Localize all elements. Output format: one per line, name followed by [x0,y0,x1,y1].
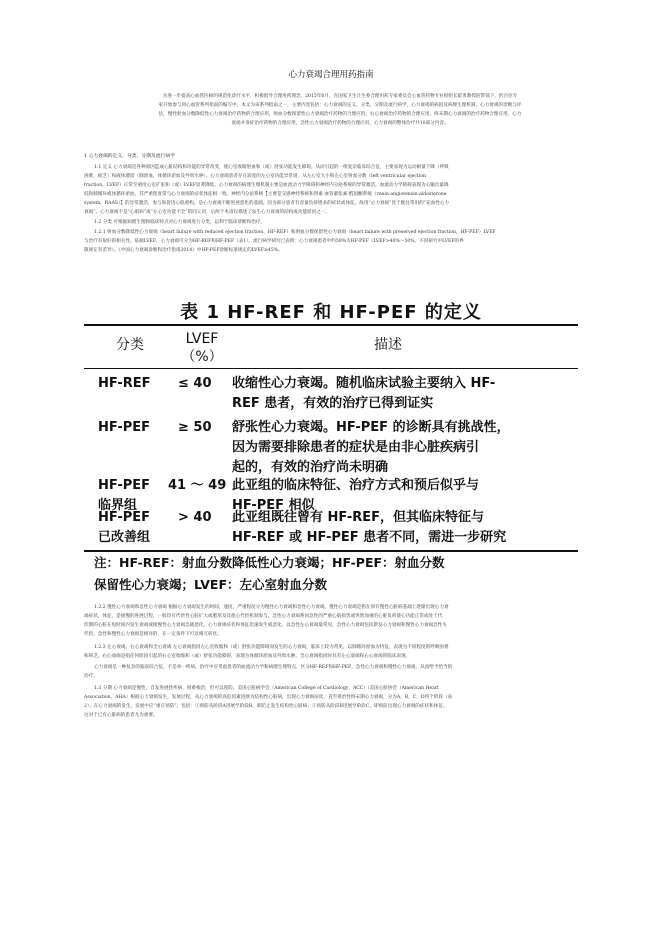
table-cell: 起的，有效的治疗尚未明确 [232,460,389,475]
table-row-1-type [98,374,151,394]
text-line: 衰竭并发症治疗药物的合理应用，急性心力衰竭治疗药物的合理应用，心力衰竭的整体治疗共10部分内容。 [231,121,449,126]
table-cell: 此亚组既往曾有 HF-REF，但其临床特征与 [232,510,485,525]
text-line: 1.2.2 慢性心力衰竭和急性心力衰竭 根据心力衰竭发生的时间，速度，严重程度分为慢性心力衰竭和急性心力衰竭。慢性心力衰竭是指在原有慢性心脏病基础上逐渐出现心力衰 [94,605,449,610]
text-line: 代偿。急性和慢性心力衰竭是相对的，在一定条件下可以相互转化。 [84,632,222,637]
text-line: 限规定有差异）。《中国心力衰竭诊断和治疗指南2014》中HF-PEF诊断标准规定的LVEF≥45%。 [84,248,283,253]
table-row-2-type [98,418,150,438]
text-line: 估，慢性射血分数降低性心力衰竭治疗药物的合理应用，射血分数保留性心力衰竭治疗药物的合理应用，右心衰竭治疗药物的合理应用，终末期心力衰竭的治疗药物合理应用，心力 [158,112,522,117]
paragraph-1-2 [84,218,596,227]
table-row-1-lvef: ≤ 40 [178,376,212,391]
table-row-2-desc [232,418,576,478]
table-note [94,552,574,596]
table-header-rule [84,368,578,369]
table-row-4-lvef: > 40 [178,510,212,525]
text-line: 1.3 分期 心力衰竭是慢性，自发进展性疾病，很难根治，但可以预防。美国心脏病学会（American College of Cardiology，ACC）/美国心脏协会（American Heart [94,686,439,691]
table-header-type: 分类 [116,337,144,353]
paragraph-1-2-4 [84,663,596,681]
text-line: 和咳乏。右心衰竭是指任何原因引起的右心室收缩和（或）舒张功能障碍，表现为体循环淤血及外周水肿。全心衰竭指同时具有左心衰竭和右心衰竭的临床表现。 [84,654,411,659]
text-line: 这对于已有心脏病的患者尤为重要。 [84,713,158,718]
text-line: 1.2 分类 可根据病理生理和临床特点对心力衰竭进行分类，以利于临床诊断和治疗。 [94,220,266,225]
table-header-desc: 描述 [374,337,402,353]
table-cell: HF-REF [98,376,151,391]
text-line: 为进一步提高心血管医师的规范化诊疗水平，积极倡导合理用药理念，2015年6月，在国家卫生计生委合理用药专家委员会心血管药物专业组组长霍勇教授的带领下，约百位专 [162,94,518,99]
table-cell: HF-PEF [98,510,151,525]
table-cell: 此亚组的临床特征、治疗方式和预后似乎与 [232,478,480,493]
text-line: 与治疗有很好的相关性。依据LVEF，心力衰竭可分为HF-REF和HF-PEF（表1）。流行病学研究已表明：心力衰竭患者中约50%为HF-PEF（LVEF>40%～50%，不同研究中LVEF的界 [84,239,464,244]
table-row-4-desc [232,508,576,548]
table-row-4-type [98,508,150,548]
text-line: fraction，LVEF）正常至重度心室扩张和（或）LVEF显著降低。心力衰竭的病理生理机制主要是血流动力学障碍和神经内分泌系统的异常激活。血流动力学障碍表现为心输出量降 [84,183,449,188]
text-line: 竭症状，体征，是缓慢的进展过程，一般均有代偿性心脏扩大或肥厚及其他心代偿机制参与。急性心力衰竭系因急性的严重心肌损害或突然加重的心脏负荷使心功能正常或处于代 [84,614,443,619]
text-line: 衰竭”。心力衰竭不是“心肌病”或“左心室功能不全”的同义词，后两个术语仅描述了发生心力衰竭的结构或功能原因之一。 [84,210,331,215]
paragraph-1-2-2 [84,603,596,639]
table-top-rule [84,324,578,326]
table-cell: 收缩性心力衰竭。随机临床试验主要纳入 HF- [232,376,496,391]
document-title: 心力衰竭合理用药指南 [288,70,374,80]
table-cell: HF-PEF [98,420,151,435]
text-line: 1.2.3 左心衰竭，右心衰竭和全心衰竭 左心衰竭指因左心室收缩和（或）舒张功能障碍而发生的心力衰竭，临床上较为常见，以肺循环淤血为特征，表现为不同程度的呼吸困难 [94,645,449,650]
table-cell: HF-REF 或 HF-PEF 患者不同，需进一步研究 [232,530,507,545]
table-cell: HF-PEF 相似 [232,498,315,513]
text-line: Association，AHA）根据心力衰竭发生，发展过程，从心力衰竭的高危因素进展为结构性心脏病，出现心力衰竭症状，直至难治性终末期心力衰竭，分为A，B，C，D四个阶段（表 [84,695,453,700]
table-cell: 临界组 [98,498,138,513]
table-title: 表 1 HF-REF 和 HF-PEF 的定义 [180,302,482,323]
table-row-2-lvef: ≥ 50 [178,420,212,435]
paragraph-1-2-1 [84,228,596,255]
table-1 [84,294,578,592]
text-line: system，RAAS）】的异常激活，参与和促进心肌重构，是心力衰竭不断进展恶化的基础。因为部分患者有容量负荷增多的症状或体征，故用“心力衰竭”优于既往常用的“充血性心力 [84,201,449,206]
text-line: 家开始参与到心血管系列指南的编写中，本文为该系列指南之一，主要内容包括：心力衰竭的定义，分类，分期及流行病学，心力衰竭的病因及病理生理机制，心力衰竭的诊断与评 [158,103,522,108]
text-line: 2），在心力衰竭的发生，发展中应“重在预防”，包括：①预防从阶段A进展至阶段B，即防止发生结构性心脏病；②预防从阶段B进展至阶段C，即预防出现心力衰竭的症状和体征。 [84,704,448,709]
section-heading: 1 心力衰竭的定义，分类，分期及流行病学 [84,154,175,159]
text-line: 困难，疲乏）和液体潴留（肺淤血，体循环淤血及外周水肿）。心力衰竭患者存在较宽的左心室功能异常谱，从左心室大小和左心室射血分数（left ventricular ejection [84,174,426,179]
table-header-lvef [174,330,230,366]
text-line: 低和肺循环或体循环淤血，其严重程度常与心力衰竭的症状体征相一致。神经内分泌系统【主要是交感神经系统和肾素-血管紧张素-醛固酮系统（renin-angiotensin-aldosterone [84,192,447,197]
table-note-line: 注：HF-REF：射血分数降低性心力衰竭；HF-PEF：射血分数 [94,555,445,570]
table-header-lvef-label: LVEF [185,331,219,347]
table-cell: 已改善组 [98,530,151,545]
text-line: 治疗。 [84,674,98,679]
intro-paragraph [84,92,596,128]
table-row-3-lvef: 41 ～ 49 [168,478,227,493]
paragraph-1-3 [84,684,596,720]
paragraph-1-2-3 [84,643,596,661]
table-row-1-desc [232,374,576,414]
table-cell: 舒张性心力衰竭。HF-PEF 的诊断具有挑战性， [232,420,510,435]
text-line: 1.1 定义 心力衰竭是各种原因造成心脏结构和功能的异常改变，使心室收缩射血和（或）舒张功能发生障碍，从而引起的一组复杂临床综合征，主要表现为运动耐量下降（呼吸 [94,165,449,170]
table-note-line: 保留性心力衰竭；LVEF：左心室射血分数 [94,577,327,592]
table-cell: 因为需要排除患者的症状是由非心脏疾病引 [232,440,480,455]
table-cell: HF-PEF [98,478,151,493]
text-line: 心力衰竭是一种复杂的临床综合征，不是单一疾病，治疗中应考虑患者的血流动力学和病理生理特点，区分HF-REF和HF-PEF，急性心力衰竭和慢性心力衰竭，从而给予恰当的 [94,665,453,670]
text-line: 偿期的心脏在短时间内发生衰竭或使慢性心力衰竭急剧恶化。心力衰竭症状和体征迅速发生或恶化，以急性左心衰竭最常见。急性心力衰竭包括新发心力衰竭和慢性心力衰竭急性失 [84,623,447,628]
paragraph-1-1 [84,163,596,217]
table-header-lvef-unit: （%） [181,349,223,365]
text-line: 1.2.1 射血分数降低性心力衰竭（heart failure with reduced ejection fraction，HF-REF）和射血分数保留性心力衰竭（heart failure with preserved ejection fraction，HF-PEF）LVEF [94,230,496,235]
table-cell: REF 患者，有效的治疗已得到证实 [232,396,434,411]
